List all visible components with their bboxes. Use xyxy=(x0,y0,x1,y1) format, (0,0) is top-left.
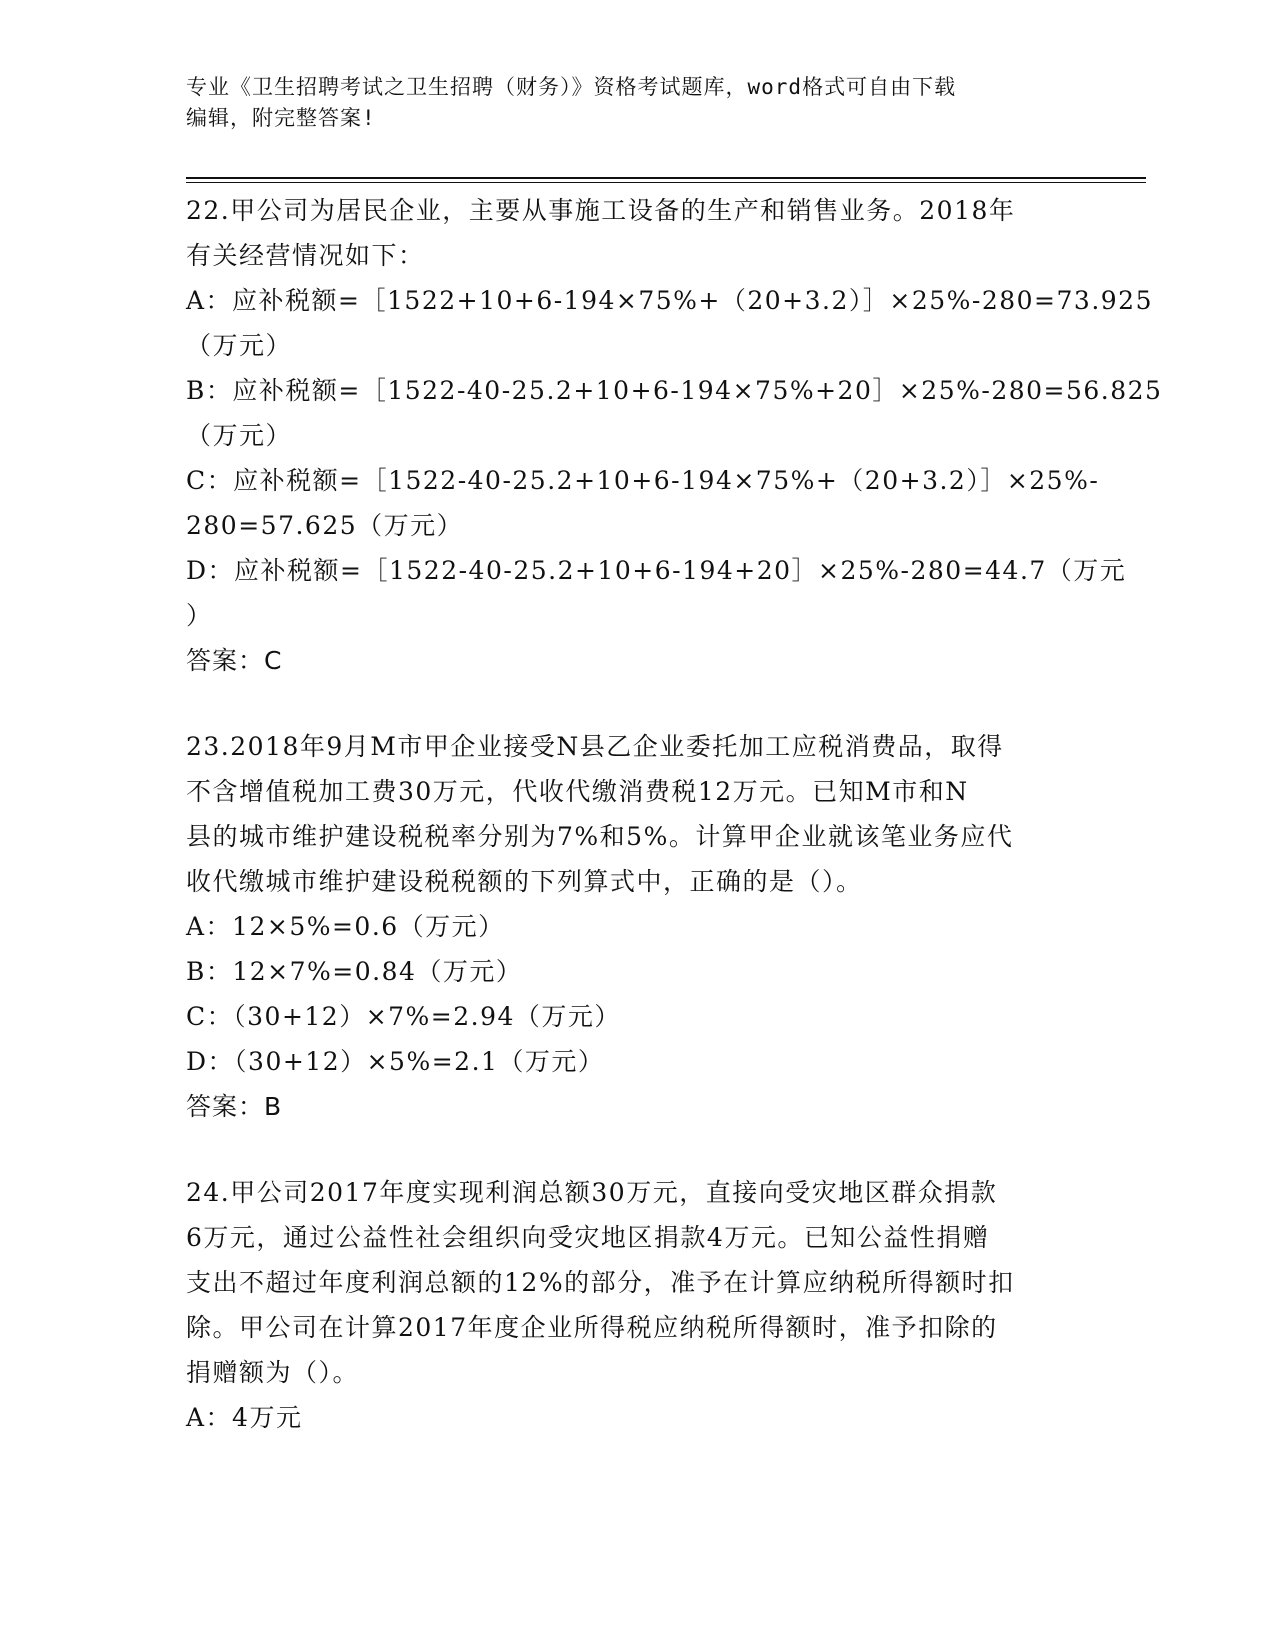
question-text-line: 22.甲公司为居民企业，主要从事施工设备的生产和销售业务。2018年 xyxy=(186,196,1016,225)
option-b: B：12×7%=0.84（万元） xyxy=(186,957,523,986)
header-divider-thin xyxy=(186,182,1146,183)
document-header xyxy=(186,72,1066,134)
option-d: D：（30+12）×5%=2.1（万元） xyxy=(186,1047,605,1076)
question-text-line: 县的城市维护建设税税率分别为7%和5%。计算甲企业就该笔业务应代 xyxy=(186,822,1014,851)
question-24 xyxy=(186,1170,1086,1440)
question-text-line: 24.甲公司2017年度实现利润总额30万元，直接向受灾地区群众捐款 xyxy=(186,1178,998,1207)
answer-label: 答案：B xyxy=(186,1092,283,1121)
option-d: D：应补税额=［1522-40-25.2+10+6-194+20］×25%-280=44.7（万元 xyxy=(186,556,1127,585)
header-line: 专业《卫生招聘考试之卫生招聘（财务）》资格考试题库，word格式可自由下载 xyxy=(186,75,957,99)
question-text-line: 23.2018年9月M市甲企业接受N县乙企业委托加工应税消费品，取得 xyxy=(186,732,1004,761)
question-text-line: 支出不超过年度利润总额的12%的部分，准予在计算应纳税所得额时扣 xyxy=(186,1268,1015,1297)
header-line: 编辑，附完整答案! xyxy=(186,106,376,130)
question-text-line: 有关经营情况如下： xyxy=(186,241,425,270)
answer-label: 答案：C xyxy=(186,646,283,675)
option-b: B：应补税额=［1522-40-25.2+10+6-194×75%+20］×25%-280=56.825 xyxy=(186,376,1163,405)
question-text-line: 收代缴城市维护建设税税额的下列算式中，正确的是（）。 xyxy=(186,867,863,896)
question-text-line: 除。甲公司在计算2017年度企业所得税应纳税所得额时，准予扣除的 xyxy=(186,1313,998,1342)
header-divider-thick xyxy=(186,177,1146,179)
document-body xyxy=(186,188,1163,1480)
option-a: A：应补税额=［1522+10+6-194×75%+（20+3.2）］×25%-280=73.925 xyxy=(186,286,1153,315)
question-22 xyxy=(186,188,1163,684)
question-text-line: 捐赠额为（）。 xyxy=(186,1358,360,1387)
option-a: A：4万元 xyxy=(186,1403,303,1432)
option-a: A：12×5%=0.6（万元） xyxy=(186,912,505,941)
question-text-line: 6万元，通过公益性社会组织向受灾地区捐款4万元。已知公益性捐赠 xyxy=(186,1223,990,1252)
option-d-continued: ） xyxy=(186,601,213,630)
question-23 xyxy=(186,724,1086,1130)
option-c-continued: 280=57.625（万元） xyxy=(186,511,464,540)
question-text-line: 不含增值税加工费30万元，代收代缴消费税12万元。已知M市和N xyxy=(186,777,969,806)
option-b-continued: （万元） xyxy=(186,421,293,450)
option-c: C：应补税额=［1522-40-25.2+10+6-194×75%+（20+3.2）］×25%- xyxy=(186,466,1100,495)
option-a-continued: （万元） xyxy=(186,331,293,360)
option-c: C：（30+12）×7%=2.94（万元） xyxy=(186,1002,621,1031)
